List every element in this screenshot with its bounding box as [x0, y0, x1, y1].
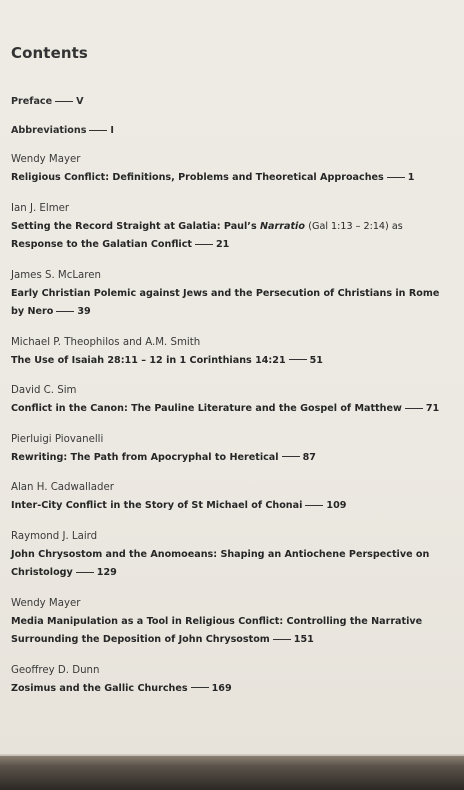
- title-line: Christology: [11, 567, 73, 578]
- leader-dash: [191, 687, 209, 688]
- entry-title: [11, 352, 450, 371]
- entry-page-number: 21: [216, 239, 230, 250]
- toc-entry: [11, 203, 450, 255]
- toc-entry: [11, 154, 450, 188]
- leader-dash: [305, 505, 323, 506]
- toc-entry: [11, 337, 450, 371]
- toc-entry: [11, 531, 450, 583]
- entry-title: [11, 218, 450, 255]
- leader-dash: [76, 572, 94, 573]
- entry-title: [11, 680, 450, 699]
- leader-dash: [89, 130, 107, 131]
- entry-title: [11, 613, 450, 650]
- front-label: Abbreviations: [11, 125, 87, 136]
- front-label: Preface: [11, 96, 53, 107]
- entry-page-number: 51: [309, 354, 323, 366]
- title-line: Media Manipulation as a Tool in Religious Conflict: Controlling the Narrative: [11, 615, 423, 627]
- toc-entry: [11, 665, 450, 699]
- entry-author: Wendy Mayer: [11, 154, 81, 165]
- title-line: Rewriting: The Path from Apocryphal to Heretical: [11, 451, 279, 463]
- title-line: by Nero: [11, 306, 54, 317]
- leader-dash: [55, 101, 73, 102]
- title-line: Early Christian Polemic against Jews and the Persecution of Christians in Rome: [11, 287, 440, 299]
- table-surface: [0, 756, 464, 790]
- title-line: Conflict in the Canon: The Pauline Literature and the Gospel of Matthew: [11, 403, 402, 414]
- toc-front-preface: [11, 96, 450, 107]
- toc-entry: [11, 598, 450, 650]
- entry-page-number: 129: [96, 567, 117, 578]
- entry-title: [11, 449, 450, 468]
- entry-title: [11, 497, 450, 516]
- toc-front-abbreviations: [11, 125, 450, 136]
- entry-title: [11, 400, 450, 419]
- leader-dash: [195, 244, 213, 245]
- title-line: John Chrysostom and the Anomoeans: Shaping an Antiochene Perspective on: [11, 548, 430, 560]
- leader-dash: [56, 311, 74, 312]
- title-line: The Use of Isaiah 28:11 – 12 in 1 Corinthians 14:21: [11, 354, 286, 366]
- leader-dash: [273, 639, 291, 640]
- title-line: Surrounding the Deposition of John Chrysostom: [11, 634, 270, 645]
- title-line: Setting the Record Straight at Galatia: Paul’s: [11, 220, 257, 232]
- entry-title: [11, 169, 450, 188]
- toc-entry: [11, 385, 450, 419]
- toc-entry: [11, 482, 450, 516]
- title-italic: Narratio: [260, 220, 305, 232]
- front-page-number: I: [110, 125, 114, 136]
- entry-page-number: 109: [326, 500, 347, 511]
- entry-author: James S. McLaren: [11, 269, 101, 281]
- contents-heading: Contents: [11, 44, 88, 62]
- title-line: Religious Conflict: Definitions, Problems and Theoretical Approaches: [11, 172, 384, 183]
- leader-dash: [405, 408, 423, 409]
- toc-entry: [11, 270, 450, 322]
- entry-page-number: 151: [293, 634, 314, 645]
- title-line: Zosimus and the Gallic Churches: [11, 682, 188, 694]
- leader-dash: [289, 359, 307, 360]
- entry-author: Ian J. Elmer: [11, 202, 70, 214]
- title-line: (Gal 1:13 – 2:14) as: [308, 220, 403, 232]
- entry-author: Pierluigi Piovanelli: [11, 433, 104, 445]
- entry-page-number: 87: [302, 451, 316, 463]
- leader-dash: [282, 456, 300, 457]
- entry-author: Wendy Mayer: [11, 597, 81, 609]
- entry-author: Michael P. Theophilos and A.M. Smith: [11, 336, 201, 348]
- entry-author: Alan H. Cadwallader: [11, 482, 114, 493]
- entry-page-number: 169: [211, 682, 232, 694]
- front-page-number: V: [76, 96, 84, 107]
- title-line: Inter-City Conflict in the Story of St Michael of Chonai: [11, 500, 303, 511]
- leader-dash: [387, 177, 405, 178]
- entry-title: [11, 546, 450, 583]
- entry-page-number: 71: [425, 403, 440, 414]
- entry-author: David C. Sim: [11, 385, 77, 396]
- entry-author: Raymond J. Laird: [11, 530, 98, 542]
- entry-author: Geoffrey D. Dunn: [11, 664, 100, 676]
- entry-title: [11, 285, 450, 322]
- title-line: Response to the Galatian Conflict: [11, 239, 192, 250]
- entry-page-number: 1: [407, 172, 415, 183]
- toc-entry: [11, 434, 450, 468]
- entry-page-number: 39: [77, 306, 91, 317]
